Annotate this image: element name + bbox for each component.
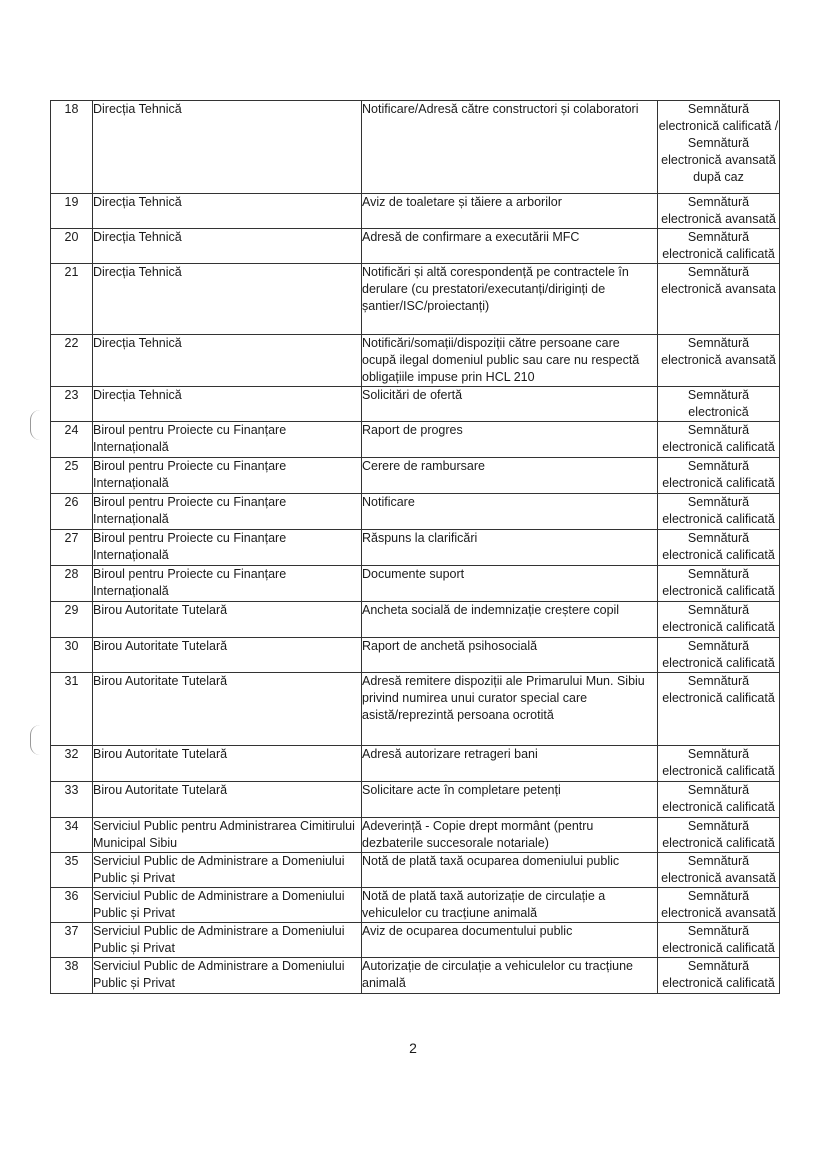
row-number: 25 — [51, 458, 93, 494]
table-row — [51, 530, 780, 566]
table-row — [51, 958, 780, 994]
department-cell: Birou Autoritate Tutelară — [93, 638, 362, 673]
department-cell: Birou Autoritate Tutelară — [93, 782, 362, 818]
document-cell: Adresă autorizare retrageri bani — [362, 746, 658, 782]
row-number: 34 — [51, 818, 93, 853]
row-number: 36 — [51, 888, 93, 923]
table-row — [51, 422, 780, 458]
signature-cell: Semnătură electronică calificată — [658, 958, 780, 994]
signature-table — [50, 100, 779, 994]
document-cell: Raport de anchetă psihosocială — [362, 638, 658, 673]
document-cell: Solicitare acte în completare petenți — [362, 782, 658, 818]
signature-cell: Semnătură electronică calificată — [658, 229, 780, 264]
department-cell: Serviciul Public de Administrare a Domeniului Public și Privat — [93, 923, 362, 958]
document-cell: Solicitări de ofertă — [362, 387, 658, 422]
signature-cell: Semnătură electronică calificată — [658, 673, 780, 746]
document-cell: Notificări și altă corespondență pe contractele în derulare (cu prestatori/executanți/diriginți de șantier/ISC/proiectanți) — [362, 264, 658, 335]
table-row — [51, 602, 780, 638]
document-cell: Documente suport — [362, 566, 658, 602]
department-cell: Biroul pentru Proiecte cu Finanțare Internațională — [93, 422, 362, 458]
document-cell: Raport de progres — [362, 422, 658, 458]
signature-cell: Semnătură electronică calificată — [658, 923, 780, 958]
row-number: 23 — [51, 387, 93, 422]
document-cell: Adresă remitere dispoziții ale Primarului Mun. Sibiu privind numirea unui curator special care asistă/reprezintă persoana ocrotită — [362, 673, 658, 746]
department-cell: Biroul pentru Proiecte cu Finanțare Internațională — [93, 458, 362, 494]
row-number: 37 — [51, 923, 93, 958]
table-row — [51, 229, 780, 264]
department-cell: Direcția Tehnică — [93, 387, 362, 422]
department-cell: Direcția Tehnică — [93, 101, 362, 194]
document-cell: Adresă de confirmare a executării MFC — [362, 229, 658, 264]
margin-mark-top — [30, 410, 41, 440]
signature-cell: Semnătură electronică calificată — [658, 458, 780, 494]
page-number: 2 — [409, 1040, 417, 1056]
margin-mark-bottom — [30, 725, 41, 755]
signature-cell: Semnătură electronică calificată — [658, 746, 780, 782]
department-cell: Birou Autoritate Tutelară — [93, 673, 362, 746]
document-cell: Notificare — [362, 494, 658, 530]
document-cell: Notă de plată taxă autorizație de circulație a vehiculelor cu tracțiune animală — [362, 888, 658, 923]
table-row — [51, 853, 780, 888]
department-cell: Direcția Tehnică — [93, 335, 362, 387]
table-row — [51, 566, 780, 602]
row-number: 22 — [51, 335, 93, 387]
table-row — [51, 888, 780, 923]
table-row — [51, 638, 780, 673]
department-cell: Serviciul Public de Administrare a Domeniului Public și Privat — [93, 853, 362, 888]
signature-cell: Semnătură electronică avansată — [658, 335, 780, 387]
document-cell: Notificări/somații/dispoziții către persoane care ocupă ilegal domeniul public sau care nu respectă obligațiile impuse prin HCL 210 — [362, 335, 658, 387]
document-cell: Aviz de ocuparea documentului public — [362, 923, 658, 958]
row-number: 31 — [51, 673, 93, 746]
table-row — [51, 387, 780, 422]
table-row — [51, 782, 780, 818]
table-row — [51, 335, 780, 387]
table-row — [51, 101, 780, 194]
row-number: 32 — [51, 746, 93, 782]
document-cell: Cerere de rambursare — [362, 458, 658, 494]
table-row — [51, 194, 780, 229]
signature-cell: Semnătură electronică calificată — [658, 638, 780, 673]
document-cell: Autorizație de circulație a vehiculelor cu tracțiune animală — [362, 958, 658, 994]
document-cell: Adeverință - Copie drept mormânt (pentru dezbaterile succesorale notariale) — [362, 818, 658, 853]
row-number: 19 — [51, 194, 93, 229]
signature-cell: Semnătură electronică calificată — [658, 602, 780, 638]
table-row — [51, 673, 780, 746]
signature-cell: Semnătură electronică calificată — [658, 782, 780, 818]
row-number: 30 — [51, 638, 93, 673]
table-body — [51, 101, 780, 994]
signature-cell: Semnătură electronică calificată — [658, 530, 780, 566]
table-row — [51, 746, 780, 782]
signature-cell: Semnătură electronică calificată / Semnătură electronică avansată după caz — [658, 101, 780, 194]
document-cell: Ancheta socială de indemnizație creștere copil — [362, 602, 658, 638]
department-cell: Direcția Tehnică — [93, 229, 362, 264]
signature-cell: Semnătură electronică avansată — [658, 194, 780, 229]
signature-cell: Semnătură electronică calificată — [658, 818, 780, 853]
table-row — [51, 923, 780, 958]
document-cell: Răspuns la clarificări — [362, 530, 658, 566]
row-number: 28 — [51, 566, 93, 602]
row-number: 35 — [51, 853, 93, 888]
row-number: 20 — [51, 229, 93, 264]
department-cell: Birou Autoritate Tutelară — [93, 746, 362, 782]
department-cell: Biroul pentru Proiecte cu Finanțare Internațională — [93, 530, 362, 566]
signature-cell: Semnătură electronică — [658, 387, 780, 422]
row-number: 21 — [51, 264, 93, 335]
table-row — [51, 458, 780, 494]
row-number: 27 — [51, 530, 93, 566]
department-cell: Biroul pentru Proiecte cu Finanțare Internațională — [93, 566, 362, 602]
table-row — [51, 494, 780, 530]
document-cell: Notificare/Adresă către constructori și colaboratori — [362, 101, 658, 194]
signature-cell: Semnătură electronică avansata — [658, 264, 780, 335]
department-cell: Serviciul Public pentru Administrarea Cimitirului Municipal Sibiu — [93, 818, 362, 853]
table-row — [51, 264, 780, 335]
department-cell: Birou Autoritate Tutelară — [93, 602, 362, 638]
department-cell: Serviciul Public de Administrare a Domeniului Public și Privat — [93, 888, 362, 923]
row-number: 18 — [51, 101, 93, 194]
signature-cell: Semnătură electronică calificată — [658, 494, 780, 530]
signature-cell: Semnătură electronică calificată — [658, 422, 780, 458]
document-cell: Notă de plată taxă ocuparea domeniului public — [362, 853, 658, 888]
row-number: 24 — [51, 422, 93, 458]
department-cell: Direcția Tehnică — [93, 264, 362, 335]
department-cell: Biroul pentru Proiecte cu Finanțare Internațională — [93, 494, 362, 530]
row-number: 29 — [51, 602, 93, 638]
department-cell: Direcția Tehnică — [93, 194, 362, 229]
signature-cell: Semnătură electronică avansată — [658, 853, 780, 888]
row-number: 38 — [51, 958, 93, 994]
document-cell: Aviz de toaletare și tăiere a arborilor — [362, 194, 658, 229]
row-number: 26 — [51, 494, 93, 530]
row-number: 33 — [51, 782, 93, 818]
signature-cell: Semnătură electronică calificată — [658, 566, 780, 602]
signature-cell: Semnătură electronică avansată — [658, 888, 780, 923]
table-row — [51, 818, 780, 853]
department-cell: Serviciul Public de Administrare a Domeniului Public și Privat — [93, 958, 362, 994]
